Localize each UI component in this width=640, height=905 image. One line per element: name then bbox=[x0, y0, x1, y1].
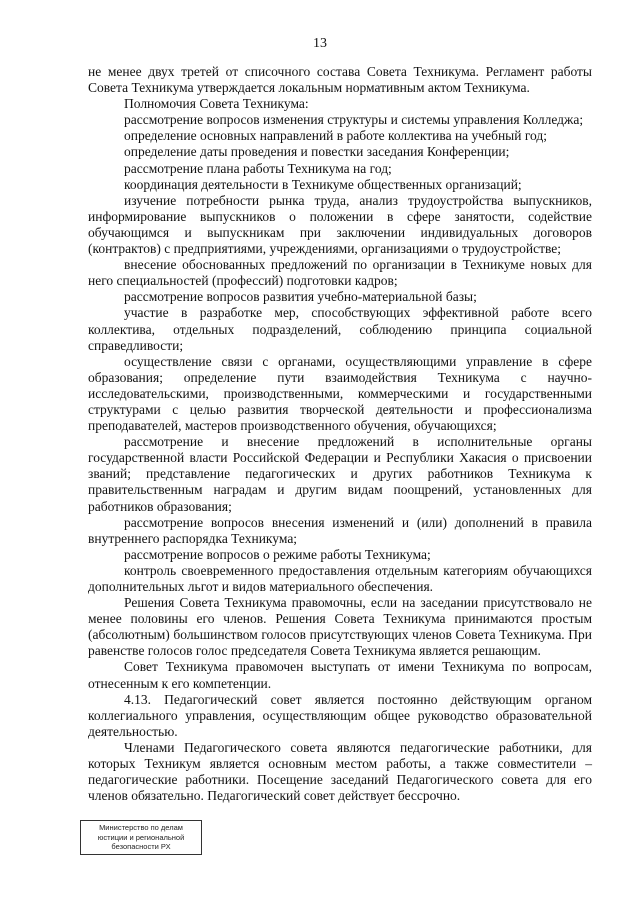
paragraph: 4.13. Педагогический совет является постоянно действующим органом коллегиального управления, осуществляющим общее руководство образовательной деятельностью. bbox=[88, 691, 592, 739]
paragraph: Полномочия Совета Техникума: bbox=[124, 96, 309, 112]
ministry-stamp bbox=[80, 820, 202, 855]
stamp-line: безопасности РХ bbox=[111, 842, 171, 851]
paragraph: внесение обоснованных предложений по организации в Техникуме новых для него специальностей (профессий) подготовки кадров; bbox=[88, 257, 592, 289]
paragraph: изучение потребности рынка труда, анализ трудоустройства выпускников, информирование выпускников о положении в сфере занятости, содействие обучающимся и выпускникам при заключении индивидуальных договоров (контрактов) с предприятиями, учреждениями, организациями о трудоустройстве; bbox=[88, 192, 592, 257]
page-number: 13 bbox=[313, 36, 327, 51]
paragraph: рассмотрение вопросов изменения структуры и системы управления Колледжа; bbox=[124, 112, 584, 128]
paragraph: рассмотрение и внесение предложений в исполнительные органы государственной власти Российской Федерации и Республики Хакасия о присвоении званий; представление педагогических и других работников Техникума к правительственным наградам и другим видам поощрений, установленных для работников образования; bbox=[88, 434, 592, 514]
paragraph: контроль своевременного предоставления отдельным категориям обучающихся дополнительных льгот и видов материального обеспечения. bbox=[88, 562, 592, 594]
paragraph: определение даты проведения и повестки заседания Конференции; bbox=[124, 144, 510, 160]
paragraph: координация деятельности в Техникуме общественных организаций; bbox=[124, 176, 522, 192]
paragraph: не менее двух третей от списочного состава Совета Техникума. Регламент работы Совета Техникума утверждается локальным нормативным актом Техникума. bbox=[88, 64, 592, 96]
document-body bbox=[88, 64, 592, 804]
paragraph: Совет Техникума правомочен выступать от имени Техникума по вопросам, отнесенным к его компетенции. bbox=[88, 659, 592, 691]
stamp-line: юстиции и региональной bbox=[97, 832, 185, 842]
paragraph: осуществление связи с органами, осуществляющими управление в сфере образования; определение пути взаимодействия Техникума с научно-исследовательскими, производственными, коммерческими и государственными структурами с целью развития творческой деятельности и профессионализма преподавателей, мастеров производственного обучения, обучающихся; bbox=[88, 353, 592, 434]
paragraph: рассмотрение вопросов развития учебно-материальной базы; bbox=[124, 289, 477, 305]
paragraph: определение основных направлений в работе коллектива на учебный год; bbox=[124, 128, 548, 144]
paragraph: Членами Педагогического совета являются педагогические работники, для которых Техникум является основным местом работы, а также совместители – педагогические работники. Посещение заседаний Педагогического совета для его членов обязательно. Педагогический совет действует бессрочно. bbox=[88, 739, 592, 804]
stamp-line: Министерство по делам bbox=[99, 823, 183, 832]
paragraph: рассмотрение вопросов о режиме работы Техникума; bbox=[124, 546, 431, 562]
paragraph: рассмотрение вопросов внесения изменений и (или) дополнений в правила внутреннего распорядка Техникума; bbox=[88, 514, 592, 546]
paragraph: Решения Совета Техникума правомочны, если на заседании присутствовало не менее половины его членов. Решения Совета Техникума принимаются простым (абсолютным) большинством голосов присутствующих членов Совета Техникума. При равенстве голосов голос председателя Совета Техникума является решающим. bbox=[88, 595, 592, 659]
paragraph: рассмотрение плана работы Техникума на год; bbox=[124, 160, 392, 176]
paragraph: участие в разработке мер, способствующих эффективной работе всего коллектива, отдельных подразделений, соблюдению принципа социальной справедливости; bbox=[88, 305, 592, 353]
